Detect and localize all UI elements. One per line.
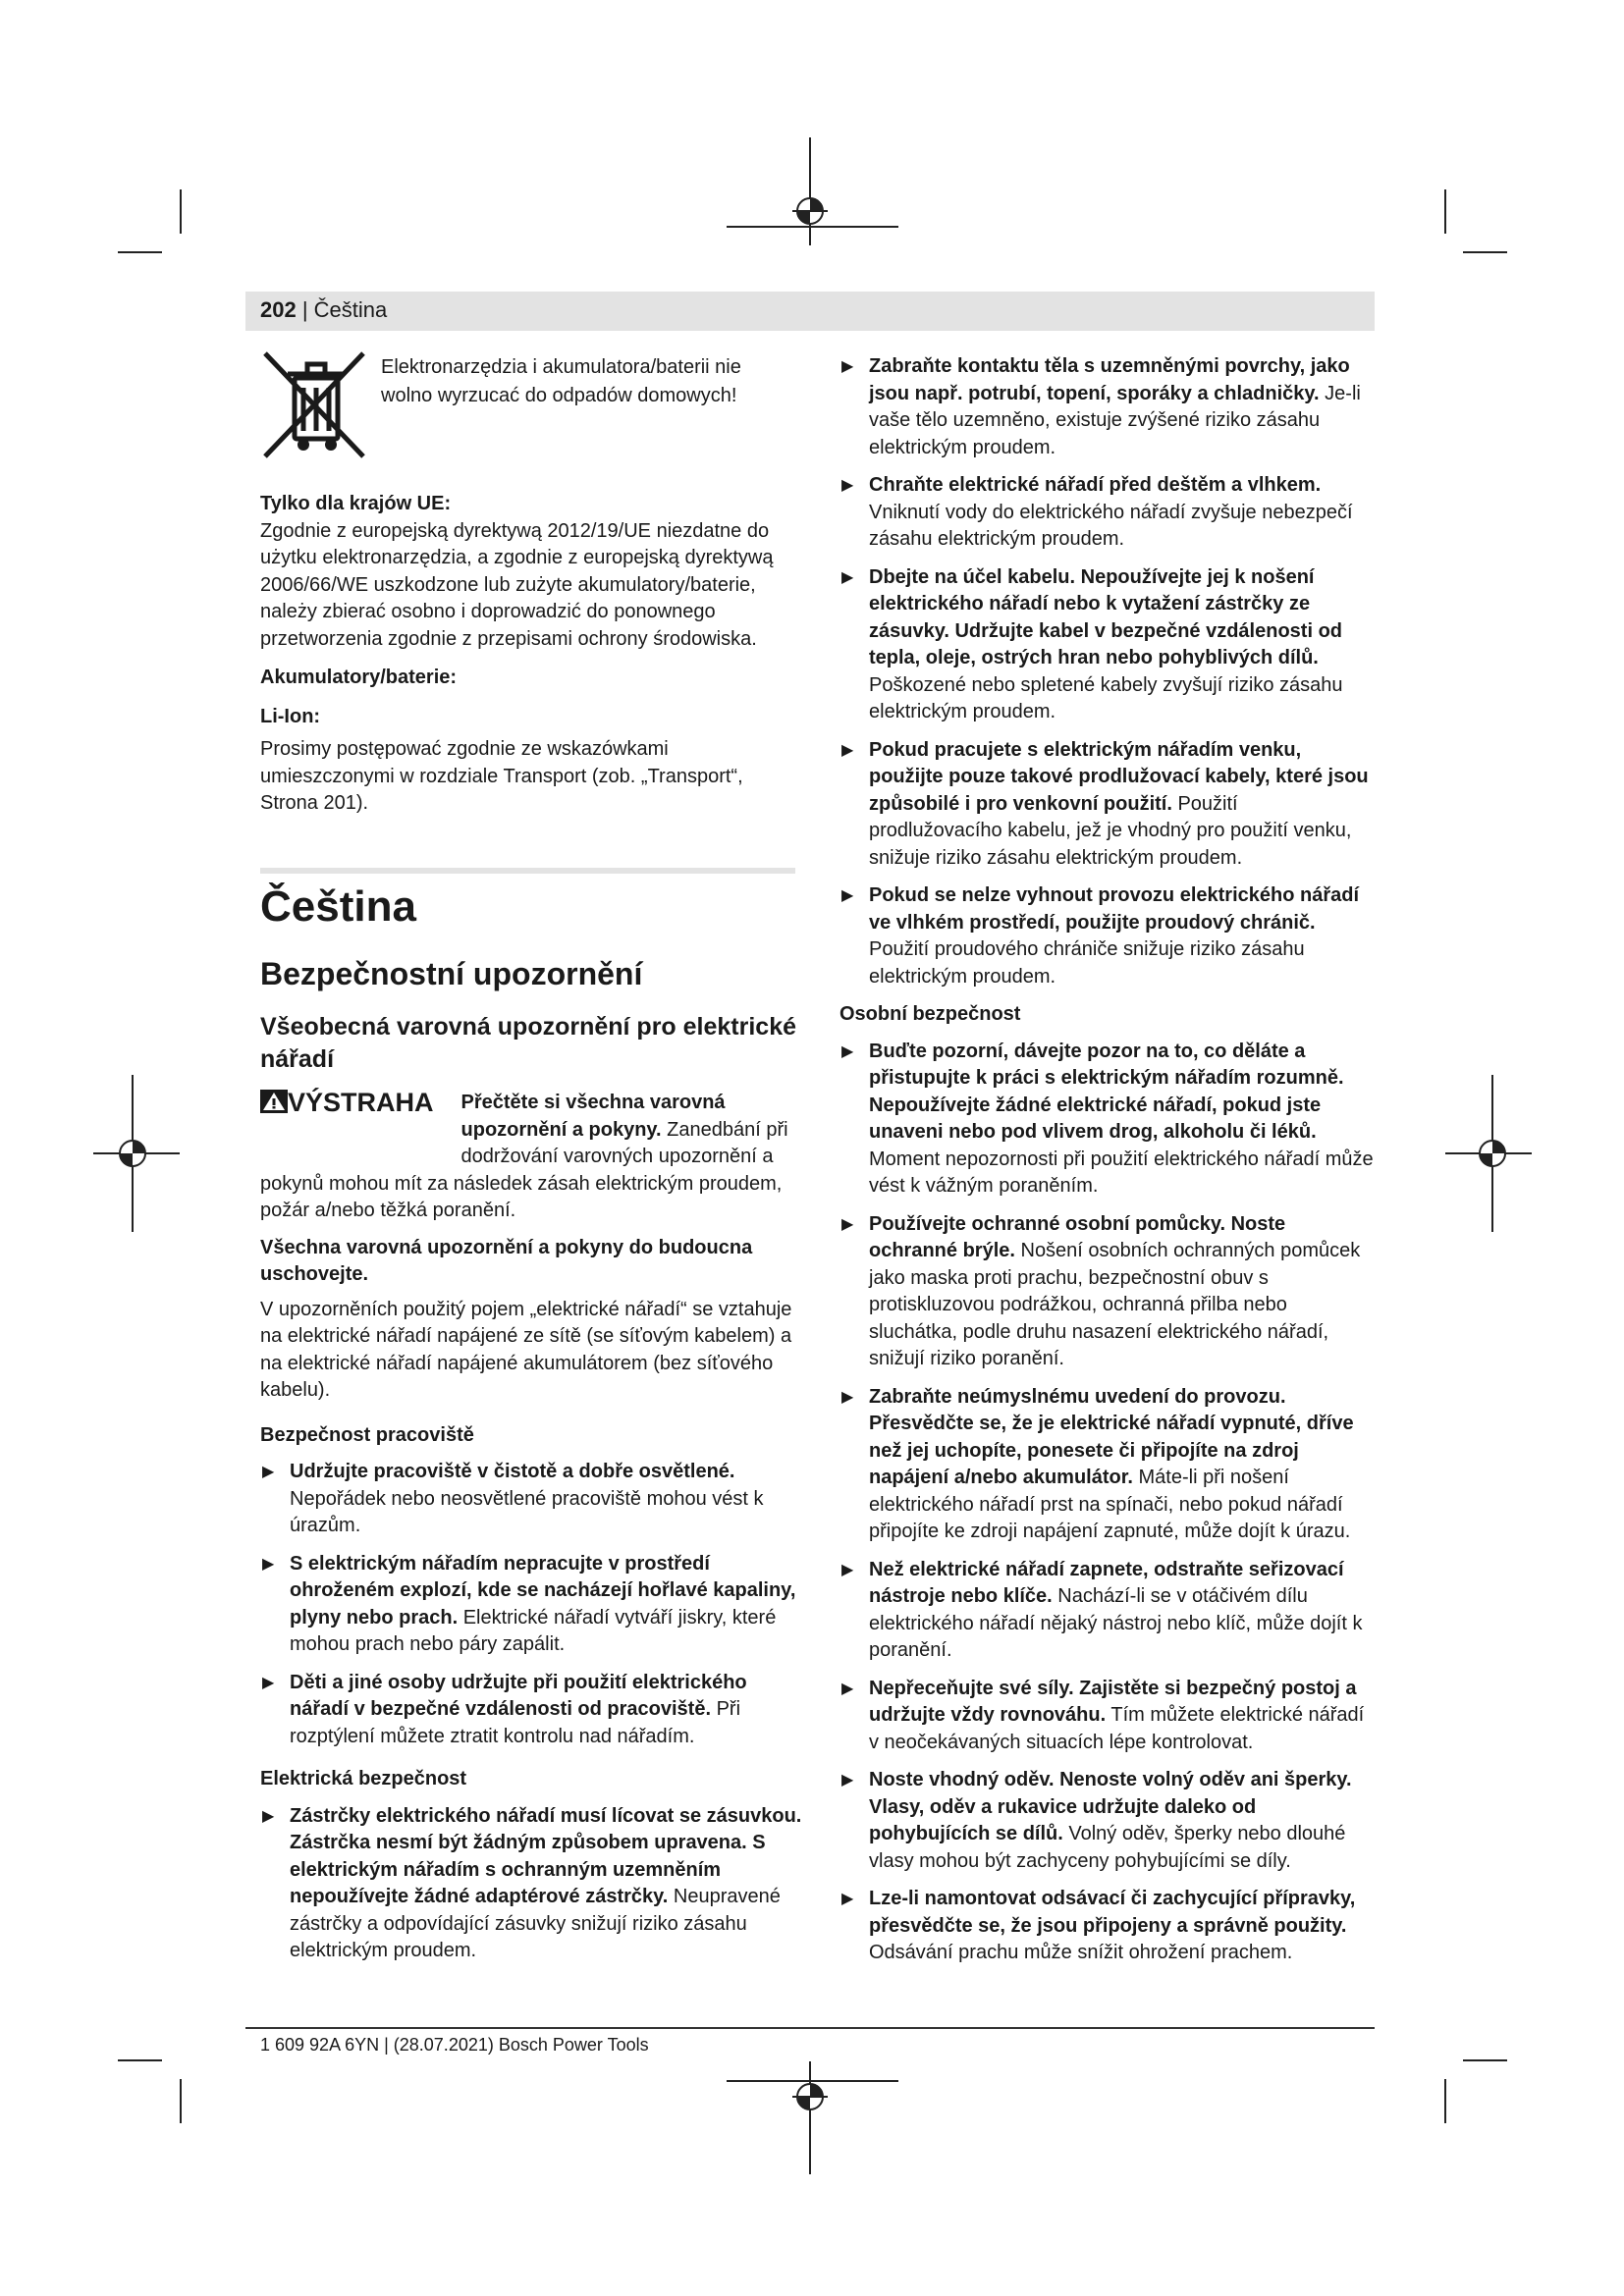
list-item: ▶ Děti a jiné osoby udržujte při použití elektrického nářadí v bezpečné vzdálenosti od pracoviště. Při rozptýlení můžete ztratit kontrolu nad nářadím. (262, 1671, 747, 1747)
list-item: ▶ Chraňte elektrické nářadí před deštěm a vlhkem. Vniknutí vody do elektrického nářadí zvyšuje nebezpečí zásahu elektrickým proudem. (841, 474, 1353, 550)
registration-mark-right (1443, 1065, 1532, 1242)
crop-mark (1463, 2059, 1507, 2061)
header-section: Čeština (313, 297, 388, 322)
electric-list (260, 1803, 805, 1965)
general-title: Všeobecná varovná upozornění pro elektrické nářadí (260, 1013, 797, 1073)
warning-label-text: VÝSTRAHA (288, 1088, 434, 1117)
language-title: Čeština (260, 882, 416, 931)
keep-heading: Všechna varovná upozornění a pokyny do budoucna uschovejte. (260, 1236, 753, 1285)
safety-title: Bezpečnostní upozornění (260, 956, 643, 991)
page-number: 202 (260, 297, 297, 322)
section-divider (260, 868, 795, 874)
weee-notice: Elektronarzędzia i akumulatora/baterii nie wolno wyrzucać do odpadów domowych! (381, 356, 741, 406)
list-item: ▶ Používejte ochranné osobní pomůcky. Noste ochranné brýle. Nošení osobních ochranných pomůcek jako maska proti prachu, bezpečnostní obuv s protiskluzovou podrážkou, ochranná přilba nebo sluchátka, podle druhu nasazení elektrického nářadí, snižují riziko poranění. (841, 1212, 1361, 1369)
list-item: ▶ Pokud se nelze vyhnout provozu elektrického nářadí ve vlhkém prostředí, použijte proudový chránič. Použití proudového chrániče snižuje riziko zásahu elektrickým proudem. (841, 884, 1360, 988)
crop-mark (1463, 251, 1507, 253)
page-header (260, 297, 387, 323)
electric-list-continued (839, 353, 1375, 990)
list-item: ▶ S elektrickým nářadím nepracujte v prostředí ohroženém explozí, kde se nacházejí hořlavé kapaliny, plyny nebo prach. Elektrické nářadí vytváří jiskry, které mohou prach nebo páry zapálit. (262, 1552, 796, 1655)
workplace-heading: Bezpečnost pracoviště (260, 1423, 474, 1446)
electric-heading: Elektrická bezpečnost (260, 1768, 467, 1789)
list-item: ▶ Pokud pracujete s elektrickým nářadím venku, použijte pouze takové prodlužovací kabely, které jsou způsobilé i pro venkovní použití. Použití prodlužovacího kabelu, jež je vhodný pro použití venku, snižuje riziko zásahu elektrickým proudem. (841, 738, 1369, 869)
warning-text: Zanedbání při dodržování varovných upozornění a pokynů mohou mít za následek zásah elektrickým proudem, požár a/nebo těžká poranění. (260, 1118, 788, 1221)
list-item: ▶ Dbejte na účel kabelu. Nepoužívejte jej k nošení elektrického nářadí nebo k vytažení zástrčky ze zásuvky. Udržujte kabel v bezpečné vzdálenosti od tepla, oleje, ostrých hran nebo pohyblivých dílů. Poškozené nebo spletené kabely zvyšují riziko zásahu elektrickým proudem. (841, 565, 1343, 722)
liion-text: Prosimy postępować zgodnie ze wskazówkami umieszczonymi w rozdziale Transport (zob. „Transport“, Strona 201). (260, 738, 743, 814)
header-separator: | (296, 297, 314, 322)
crop-mark (118, 2059, 162, 2061)
warning-label (260, 1090, 434, 1145)
term-text: V upozorněních použitý pojem „elektrické nářadí“ se vztahuje na elektrické nářadí napájené ze sítě (se síťovým kabelem) a na elektrické nářadí napájené akumulátorem (bez síťového kabelu). (260, 1298, 792, 1401)
left-column-main (260, 881, 805, 1976)
list-item: ▶ Zabraňte kontaktu těla s uzemněnými povrchy, jako jsou např. potrubí, topení, sporáky a chladničky. Je-li vaše tělo uzemněno, existuje zvýšené riziko zásahu elektrickým proudem. (841, 355, 1361, 458)
list-item: ▶ Lze-li namontovat odsávací či zachycující přípravky, přesvědčte se, že jsou připojeny a správně použity. Odsávání prachu může snížit ohrožení prachem. (841, 1888, 1356, 1963)
warning-bold: Přečtěte si všechna varovná upozornění a pokyny. (460, 1092, 726, 1141)
left-column-top (260, 491, 800, 818)
crop-mark (1444, 2079, 1446, 2123)
warning-block (260, 1090, 805, 1225)
personal-list (839, 1039, 1375, 1967)
liion-heading: Li-Ion: (260, 705, 321, 727)
footer-rule (245, 2027, 1375, 2029)
crop-mark (118, 251, 162, 253)
list-item: ▶ Buďte pozorní, dávejte pozor na to, co děláte a přistupujte k práci s elektrickým nářadím rozumně. Nepoužívejte žádné elektrické nářadí, pokud jste unaveni nebo pod vlivem drog, alkoholu či léků. Moment nepozornosti při použití elektrického nářadí může vést k vážným poraněním. (841, 1040, 1374, 1197)
personal-heading: Osobní bezpečnost (839, 1003, 1021, 1025)
list-item: ▶ Zabraňte neúmyslnému uvedení do provozu. Přesvědčte se, že je elektrické nářadí vypnuté, dříve než jej uchopíte, ponesete či připojíte na zdroj napájení a/nebo akumulátor. Máte-li při nošení elektrického nářadí prst na spínači, nebo pokud nářadí připojíte ke zdroji napájení zapnuté, může dojít k úrazu. (841, 1385, 1354, 1542)
list-item: ▶ Noste vhodný oděv. Nenoste volný oděv ani šperky. Vlasy, oděv a rukavice udržujte daleko od pohybujících se dílů. Volný oděv, šperky nebo dlouhé vlasy mohou být zachyceny pohybujícími se díly. (841, 1769, 1352, 1872)
workplace-list (260, 1459, 805, 1750)
warning-triangle-icon (260, 1090, 288, 1113)
registration-mark-bottom (722, 2052, 898, 2179)
page-footer: 1 609 92A 6YN | (28.07.2021) Bosch Power Tools (260, 2035, 649, 2055)
battery-heading: Akumulatory/baterie: (260, 667, 458, 688)
right-column (839, 353, 1375, 1978)
list-item: ▶ Zástrčky elektrického nářadí musí lícovat se zásuvkou. Zástrčka nesmí být žádným způsobem upravena. S elektrickým nářadím s ochranným uzemněním nepoužívejte žádné adaptérové zástrčky. Neupravené zástrčky a odpovídající zásuvky snižují riziko zásahu elektrickým proudem. (262, 1804, 802, 1961)
list-item: ▶ Nepřeceňujte své síly. Zajistěte si bezpečný postoj a udržujte vždy rovnováhu. Tím můžete elektrické nářadí v neočekávaných situacích lépe kontrolovat. (841, 1677, 1365, 1753)
crop-mark (180, 2079, 182, 2123)
registration-mark-left (93, 1065, 182, 1242)
registration-mark-top (722, 137, 898, 265)
eu-text: Zgodnie z europejską dyrektywą 2012/19/UE niezdatne do użytku elektronarzędzia, a zgodnie z europejską dyrektywą 2006/66/WE uszkodzone lub zużyte akumulatory/baterie, należy zbierać osobno i doprowadzić do ponownego przetworzenia zgodnie z przepisami ochrony środowiska. (260, 519, 774, 650)
crop-mark (180, 189, 182, 234)
eu-heading: Tylko dla krajów UE: (260, 493, 452, 514)
header-bar (245, 292, 1375, 331)
crop-mark (1444, 189, 1446, 234)
list-item: ▶ Než elektrické nářadí zapnete, odstraňte seřizovací nástroje nebo klíče. Nachází-li se v otáčivém dílu elektrického nářadí nějaký nástroj nebo klíč, může dojít k poranění. (841, 1558, 1363, 1661)
weee-bin-icon (260, 348, 368, 466)
list-item: ▶ Udržujte pracoviště v čistotě a dobře osvětlené. Nepořádek nebo neosvětlené pracoviště mohou vést k úrazům. (262, 1461, 764, 1536)
